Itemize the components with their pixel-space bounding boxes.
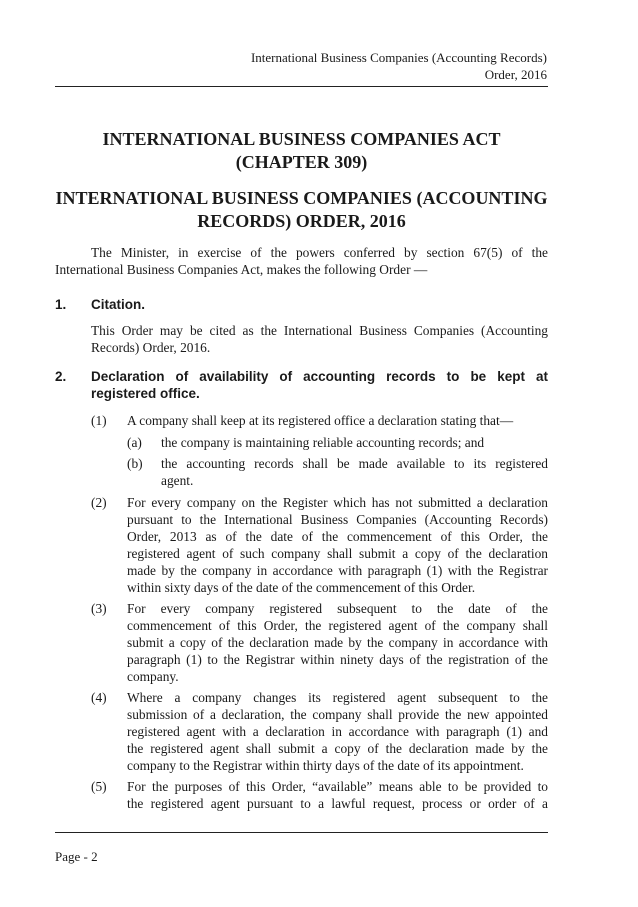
preamble-line2: International Business Companies Act, makes the following Order — [55,262,428,277]
paragraph-a-number: (a) [127,435,142,450]
footer-rule [55,832,548,833]
page-number: Page - 2 [55,849,98,864]
subsection-4-line: the registered agent shall submit a copy of the declaration made by the [127,741,548,756]
subsection-2-line: pursuant to the International Business Companies (Accounting Records) [127,512,548,527]
subsection-1-text: A company shall keep at its registered office a declaration stating that— [127,413,514,428]
subsection-2-line: For every company on the Register which has not submitted a declaration [127,495,548,510]
subsection-3-line: For every company registered subsequent to the date of the [127,601,548,616]
paragraph-b-line1: the accounting records shall be made available to its registered [161,456,548,471]
section-2-title-line1: Declaration of availability of accounting records to be kept at [91,369,548,384]
preamble-line1: The Minister, in exercise of the powers conferred by section 67(5) of the [91,245,548,260]
subsection-1-number: (1) [91,413,107,428]
subsection-4-number: (4) [91,690,107,705]
subsection-3-line: submit a copy of the declaration made by the company in accordance with [127,635,548,650]
section-1-number: 1. [55,297,67,312]
subsection-4-line: submission of a declaration, the company shall provide the new appointed [127,707,548,722]
running-header-subtitle: Order, 2016 [484,67,547,82]
subsection-2-number: (2) [91,495,107,510]
section-2-number: 2. [55,369,67,384]
subsection-4-line: registered agent with a declaration in accordance with paragraph (1) and [127,724,548,739]
section-1-body-line2: Records) Order, 2016. [91,340,211,355]
paragraph-a-text: the company is maintaining reliable accounting records; and [161,435,485,450]
subsection-3-number: (3) [91,601,107,616]
paragraph-b-line2: agent. [161,473,194,488]
subsection-2-line: within sixty days of the date of the commencement of this Order. [127,580,476,595]
subsection-5-line: For the purposes of this Order, “available” means able to be provided to [127,779,548,794]
order-title-line2: RECORDS) ORDER, 2016 [197,211,406,231]
subsection-2-line: registered agent of such company shall submit a copy of the declaration [127,546,548,561]
running-header-title: International Business Companies (Accounting Records) [250,50,547,65]
subsection-4-line: company to the Registrar within thirty days of the date of its appointment. [127,758,524,773]
paragraph-b-number: (b) [127,456,143,471]
section-2-title-line2: registered office. [91,386,200,401]
subsection-2-line: Order, 2013 as of the date of the commencement of this Order, the [127,529,548,544]
subsection-3-line: paragraph (1) to the Registrar within ninety days of the registration of the [127,652,548,667]
subsection-3-line: company. [127,669,179,684]
act-chapter: (CHAPTER 309) [235,152,368,172]
header-rule [55,86,548,87]
act-title: INTERNATIONAL BUSINESS COMPANIES ACT [102,129,501,149]
section-1-title: Citation. [91,297,145,312]
order-title-line1: INTERNATIONAL BUSINESS COMPANIES (ACCOUNTING [55,188,548,208]
section-1-body-line1: This Order may be cited as the International Business Companies (Accounting [91,323,548,338]
subsection-4-line: Where a company changes its registered agent subsequent to the [127,690,548,705]
subsection-2-line: made by the company in accordance with paragraph (1) with the Registrar [127,563,548,578]
subsection-5-number: (5) [91,779,107,794]
subsection-3-line: commencement of this Order, the registered agent of the company shall [127,618,548,633]
subsection-5-line: the registered agent pursuant to a lawful request, process or order of a [127,796,548,811]
